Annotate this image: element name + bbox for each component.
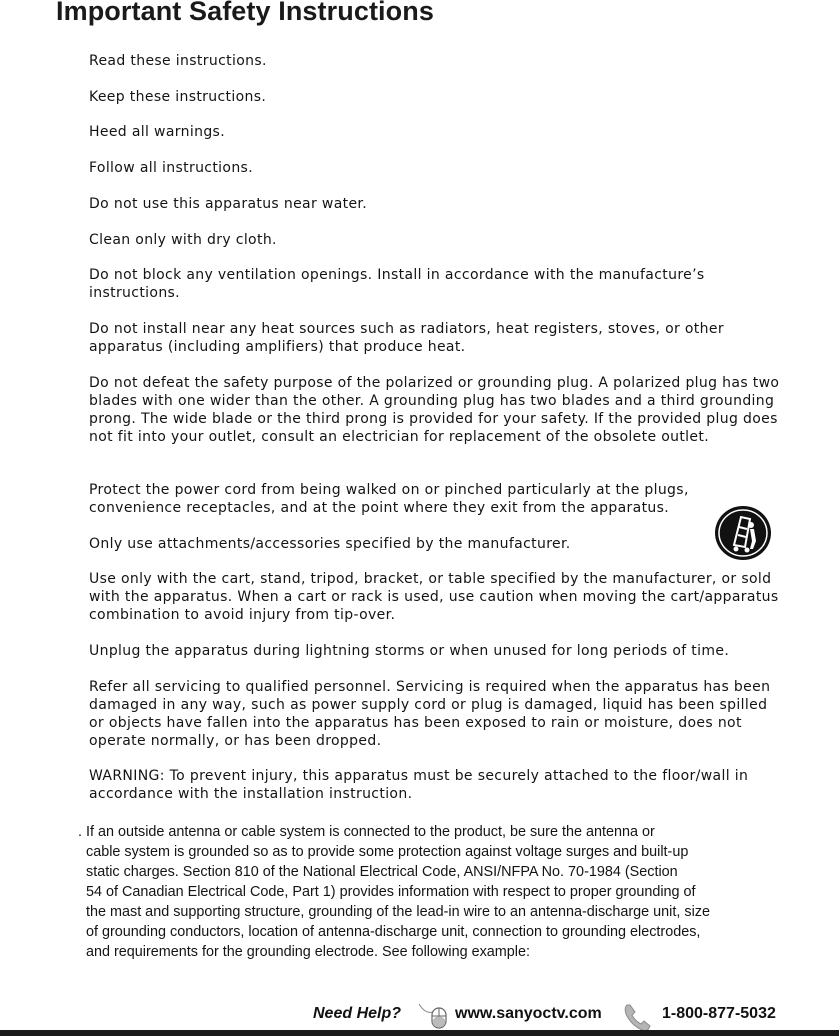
instruction-item: Do not block any ventilation openings. Install in accordance with the manufacture’s instructions. [89, 267, 705, 301]
bottom-bar [0, 1030, 839, 1036]
instruction-item: WARNING: To prevent injury, this apparatus must be securely attached to the floor/wall in accordance with the installation instruction. [89, 768, 749, 802]
antenna-notice-line: of grounding conductors, location of antenna-discharge unit, connection to grounding electrodes, [86, 924, 701, 940]
website-link[interactable]: www.sanyoctv.com [455, 1005, 602, 1022]
instruction-item: Use only with the cart, stand, tripod, bracket, or table specified by the manufacturer, or sold with the apparatus. When a cart or rack is used, use caution when moving the cart/apparatus combination to avoid injury from tip-over. [89, 571, 779, 623]
instruction-item: Clean only with dry cloth. [89, 232, 277, 248]
instruction-item: Protect the power cord from being walked on or pinched particularly at the plugs, convenience receptacles, and at the point where they exit from the apparatus. [89, 482, 689, 516]
instruction-item: Heed all warnings. [89, 124, 226, 140]
antenna-notice-line: 54 of Canadian Electrical Code, Part 1) provides information with respect to proper grounding of [86, 884, 696, 900]
phone-number[interactable]: 1-800-877-5032 [662, 1005, 776, 1022]
phone-icon [622, 1002, 654, 1032]
page-title: Important Safety Instructions [56, 0, 434, 26]
instruction-item: Refer all servicing to qualified personnel. Servicing is required when the apparatus has been damaged in any way, such as power supply cord or plug is damaged, liquid has been spilled or objects have fallen into the apparatus has been exposed to rain or moisture, does not operate normally, or has been dropped. [89, 679, 771, 749]
antenna-notice-line: . If an outside antenna or cable system is connected to the product, be sure the antenna or [78, 824, 655, 840]
instruction-item: Do not use this apparatus near water. [89, 196, 368, 212]
instruction-item: Follow all instructions. [89, 160, 254, 176]
antenna-notice-line: and requirements for the grounding electrode. See following example: [86, 944, 530, 960]
instruction-item: Keep these instructions. [89, 89, 267, 105]
instruction-item: Do not defeat the safety purpose of the polarized or grounding plug. A polarized plug has two blades with one wider than the other. A grounding plug has two blades and a third grounding prong. The wide blade or the third prong is provided for your safety. If the provided plug does not fit into your outlet, consult an electrician for replacement of the obsolete outlet. [89, 375, 780, 445]
antenna-notice-line: cable system is grounded so as to provide some protection against voltage surges and built-up [86, 844, 689, 860]
mouse-icon [417, 1000, 451, 1030]
antenna-grounding-notice [78, 822, 790, 962]
instruction-item: Do not install near any heat sources such as radiators, heat registers, stoves, or other apparatus (including amplifiers) that produce heat. [89, 321, 724, 355]
instruction-item: Unplug the apparatus during lightning storms or when unused for long periods of time. [89, 643, 730, 659]
antenna-notice-line: static charges. Section 810 of the National Electrical Code, ANSI/NFPA No. 70-1984 (Section [86, 864, 678, 880]
cart-tip-over-warning-icon [714, 505, 772, 561]
instruction-item: Read these instructions. [89, 53, 267, 69]
antenna-notice-line: the mast and supporting structure, grounding of the lead-in wire to an antenna-discharge unit, size [86, 904, 710, 920]
instruction-item: Only use attachments/accessories specified by the manufacturer. [89, 536, 571, 552]
need-help-label: Need Help? [313, 1005, 402, 1022]
